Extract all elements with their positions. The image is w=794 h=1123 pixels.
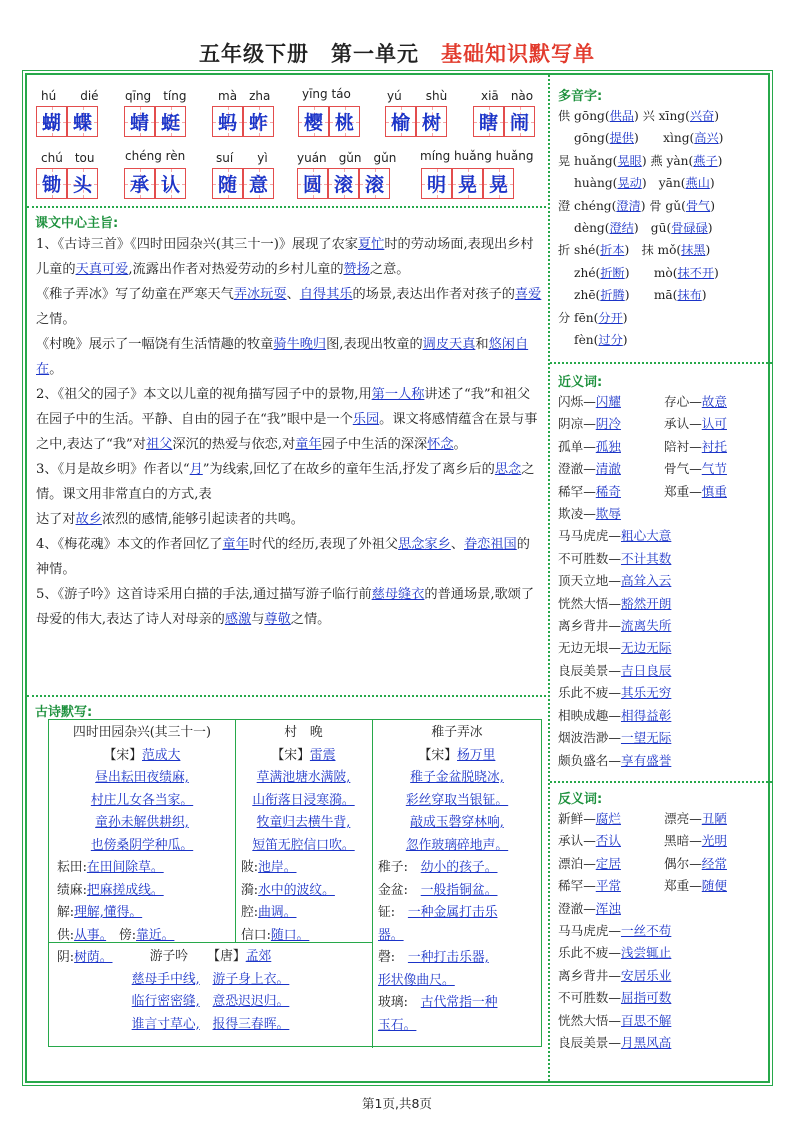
word-pair-row: 乐此不疲—其乐无穷	[558, 685, 672, 701]
worksheet-frame	[25, 73, 770, 1083]
word-pair-row: 欺凌—欺辱	[558, 506, 621, 522]
page-footer: 第1页,共8页	[362, 1096, 432, 1111]
word-pair-row: 马马虎虎—一丝不苟	[558, 923, 672, 939]
poem-2: 村 晚 【宋】雷震 草满池塘水满陂, 山衔落日浸寒漪。 牧童归去横牛背, 短笛无腔信口吹。 陂:池岸。 漪:水中的波纹。 腔:曲调。 信口:随口。	[241, 725, 355, 943]
word-pair-row: 颇负盛名—享有盛誉	[558, 752, 672, 768]
section-heading: 多音字:	[558, 89, 603, 104]
word-pair-row: 阴凉—阴冷 承认—认可	[558, 416, 727, 432]
word-pair-row: 孤单—孤独 陪衬—衬托	[558, 438, 727, 454]
pinyin: míng huǎng huǎng	[420, 149, 534, 163]
divider	[27, 695, 546, 697]
pinyin: suí yì	[216, 151, 268, 165]
section-heading: 古诗默写:	[35, 705, 93, 720]
word-pair-row: 良辰美景—吉日良辰	[558, 662, 672, 678]
poem-3: 稚子弄冰 【宋】杨万里 稚子金盆脱晓冰, 彩丝穿取当银钲。 敲成玉磬穿林响, 忽作玻璃碎地声。 稚子: 幼小的孩子。 金盆: 一般指铜盆。 钲: 一种金属打击乐 器。 磬: 一种打击乐器, 形状像曲尺。 玻璃: 古代常指一种 玉石。	[378, 725, 509, 1033]
duoyin-list: 供 gōng(供品) 兴 xīng(兴奋) gōng(提供) xìng(高兴) 晃 huǎng(晃眼) 燕 yàn(燕子) huàng(晃动) yān(燕山) 澄 chéng(澄清) 骨 gǔ(骨气) dèng(澄结) gū(骨碌碌) 折 shé(折本) 抹 mǒ(抹黑) zhé(折断) mò(抹不开) zhē(折腾) mā(抹布) 分 fēn(分开) fèn(过分)	[558, 109, 724, 348]
pinyin: xiā nào	[481, 89, 534, 103]
word-pair-row: 恍然大悟—百思不解	[558, 1012, 672, 1028]
word-pair-row: 顶天立地—高耸入云	[558, 573, 672, 589]
word-pair-row: 稀罕—平常 郑重—随便	[558, 878, 727, 894]
word-pair-row: 漂泊—定居 偶尔—经常	[558, 855, 727, 871]
word-pair-row: 相映成趣—相得益彰	[558, 707, 672, 723]
char-box: 樱 桃	[298, 106, 360, 137]
pinyin: chú tou	[41, 151, 95, 165]
word-pair-row: 离乡背井—安居乐业	[558, 967, 672, 983]
page-title: 五年级下册 第一单元 基础知识默写单	[199, 42, 595, 66]
word-pair-row: 马马虎虎—粗心大意	[558, 528, 672, 544]
word-pair-row: 不可胜数—不计其数	[558, 550, 672, 566]
char-box: 蜻 蜓	[124, 106, 186, 137]
pinyin: yīng táo	[302, 87, 351, 101]
antonym-list	[558, 808, 770, 1054]
char-box: 瞎 闹	[473, 106, 535, 137]
word-pair-row: 新鲜—腐烂 漂亮—丑陋	[558, 811, 727, 826]
pinyin: chéng rèn	[125, 149, 186, 163]
section-heading: 近义词:	[558, 375, 603, 390]
word-pair-row: 稀罕—稀奇 郑重—慎重	[558, 483, 727, 499]
divider	[550, 781, 772, 783]
char-box: 蝴 蝶	[36, 106, 98, 137]
pinyin: yú shù	[387, 89, 448, 103]
pinyin: qīng tíng	[125, 89, 187, 103]
char-box: 承 认	[124, 168, 186, 199]
word-pair-row: 离乡背井—流离失所	[558, 618, 672, 634]
word-pair-row: 澄澈—浑浊	[558, 900, 621, 916]
pinyin: mà zha	[218, 89, 271, 103]
poem-table	[48, 719, 542, 1047]
divider	[550, 362, 772, 364]
word-pair-row: 良辰美景—月黑风高	[558, 1035, 672, 1051]
word-pair-row: 无边无垠—无边无际	[558, 640, 672, 656]
section-heading: 反义词:	[558, 792, 603, 807]
section-heading: 课文中心主旨:	[35, 216, 119, 231]
word-pair-row: 承认—否认 黑暗—光明	[558, 833, 727, 849]
poem-4: 游子吟 【唐】孟郊 慈母手中线, 游子身上衣。 临行密密缝, 意恐迟迟归。 谁言寸草心, 报得三春晖。	[131, 949, 290, 1032]
word-pair-row: 恍然大悟—豁然开朗	[558, 595, 672, 611]
word-pair-row: 闪烁—闪耀 存心—故意	[558, 394, 727, 409]
left-column	[27, 75, 546, 1081]
center-ideas: 1、《古诗三首》《四时田园杂兴(其三十一)》展现了农家夏忙时的劳动场面,表现出乡村儿童的天真可爱,流露出作者对热爱劳动的乡村儿童的赞扬之意。 《稚子弄冰》写了幼童在严寒天气弄冰玩耍、自得其乐的场景,表达出作者对孩子的喜爱之情。 《村晚》展示了一幅饶有生活情趣的牧童骑牛晚归图,表现出牧童的调皮天真和悠闲自在。 2、《祖父的园子》本文以儿童的视角描写园子中的景物,用第一人称讲述了“我”和祖父在园子中的生活。平静、自由的园子在“我”眼中是一个乐园。课文将感情蕴含在景与事之中,表达了“我”对祖父深沉的热爱与依恋,对童年园子中生活的深深怀念。 3、《月是故乡明》作者以“月”为线索,回忆了在故乡的童年生活,抒发了离乡后的思念之情。课文用非常直白的方式,表 达了对故乡浓烈的感情,能够引起读者的共鸣。 4、《梅花魂》本文的作者回忆了童年时代的经历,表现了外祖父思念家乡、眷恋祖国的神情。 5、《游子吟》这首诗采用白描的手法,通过描写游子临行前慈母缝衣的普通场景,歌颂了母爱的伟大,表达了诗人对母亲的感激与尊敬之情。	[36, 237, 542, 627]
word-pair-row: 烟波浩渺—一望无际	[558, 730, 672, 746]
word-pair-row: 不可胜数—屈指可数	[558, 990, 672, 1006]
char-box: 榆 树	[385, 106, 447, 137]
right-column	[548, 75, 770, 1081]
char-box: 明 晃 晃	[421, 168, 514, 199]
char-box: 随 意	[212, 168, 274, 199]
char-box: 蚂 蚱	[212, 106, 274, 137]
pinyin: hú dié	[41, 89, 99, 103]
divider	[27, 206, 546, 208]
synonym-list	[558, 391, 770, 772]
poem-1: 四时田园杂兴(其三十一) 【宋】范成大 昼出耘田夜绩麻, 村庄儿女各当家。 童孙未解供耕织, 也傍桑阴学种瓜。 耘田:在田间除草。 绩麻:把麻搓成线。 解:理解,懂得。 供:从事。 傍:靠近。 阴:树荫。	[57, 725, 211, 965]
char-box: 锄 头	[36, 168, 98, 199]
char-box: 圆 滚 滚	[297, 168, 390, 199]
word-pair-row: 乐此不疲—浅尝辄止	[558, 945, 672, 961]
pinyin: yuán gǔn gǔn	[297, 151, 397, 165]
word-pair-row: 澄澈—清澈 骨气—气节	[558, 461, 727, 477]
